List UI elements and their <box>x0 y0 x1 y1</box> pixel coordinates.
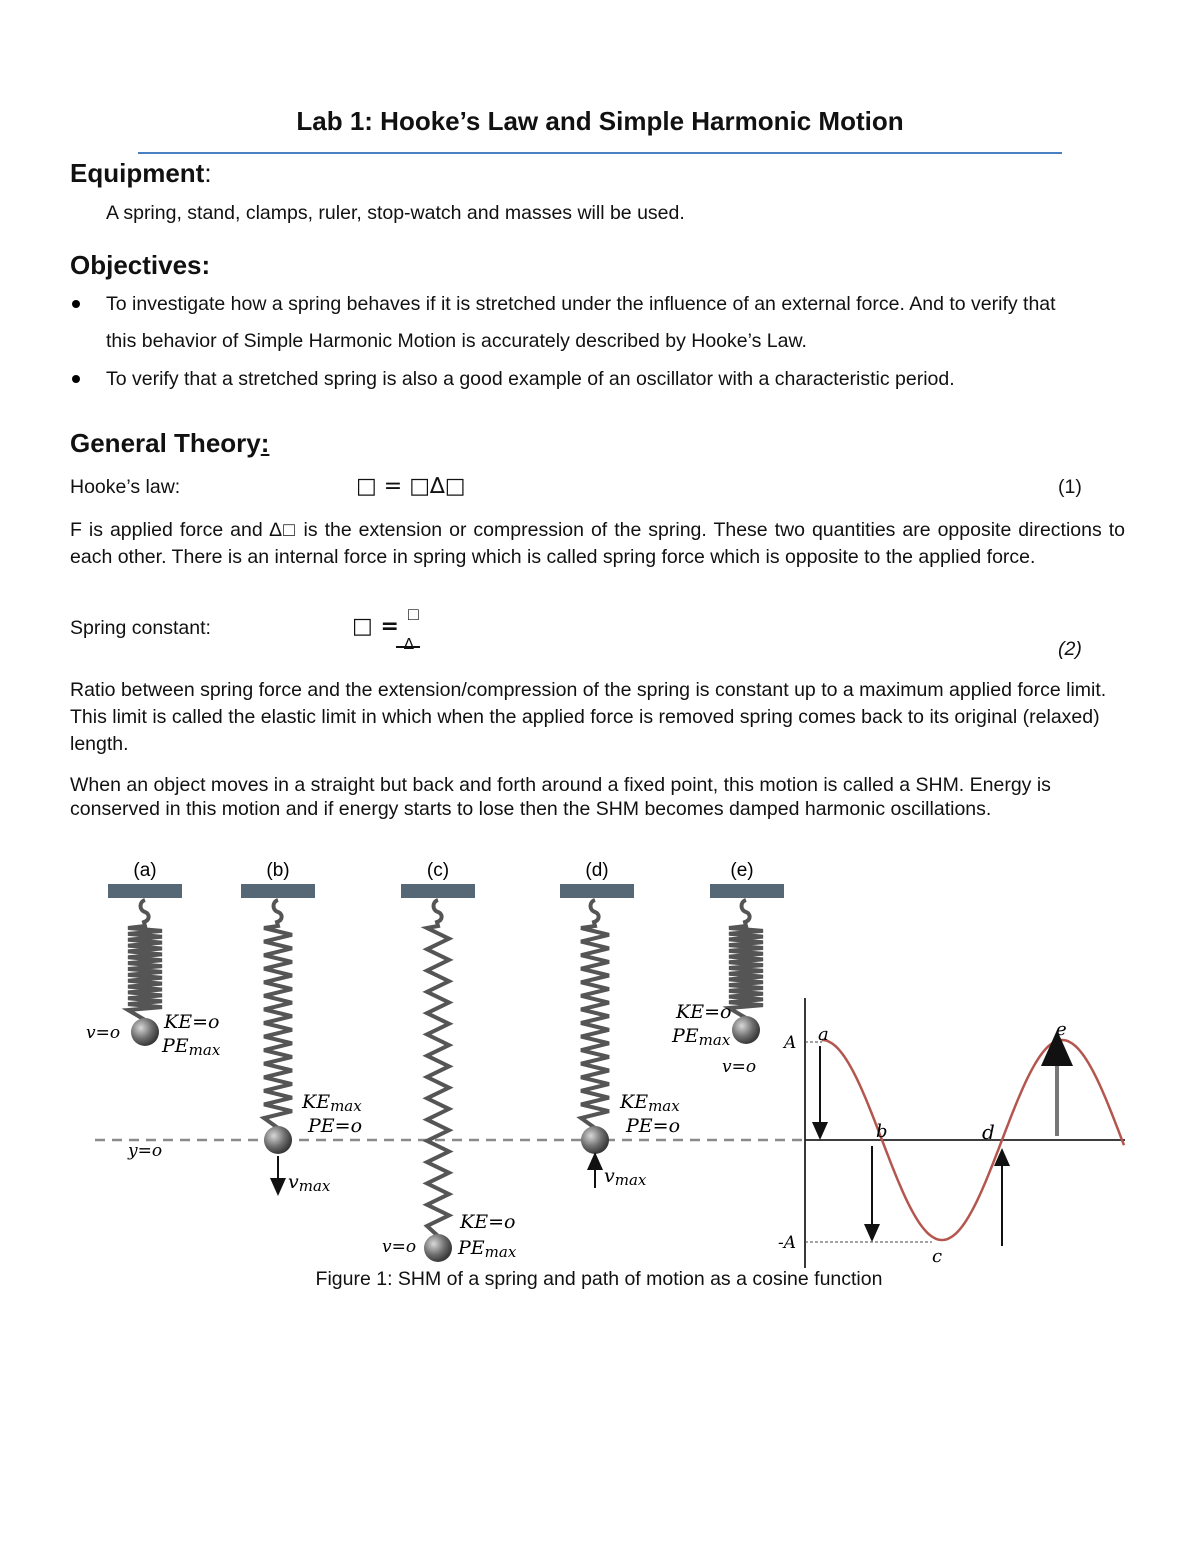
label-y-zero: y=o <box>128 1141 163 1161</box>
ceiling-bar <box>401 884 475 898</box>
objectives-heading: Objectives: <box>70 250 211 280</box>
theory-paragraph-2: Ratio between spring force and the extension/compression of the spring is constant up to a maximum applied force limit. This limit is called the elastic limit in which when the applied force is removed spring comes back to its original (relaxed) length. <box>70 679 1107 755</box>
spring-d <box>581 900 609 1128</box>
figure-caption: Figure 1: SHM of a spring and path of motion as a cosine function <box>315 1268 883 1290</box>
spring-c <box>427 900 449 1236</box>
point-label-e: e <box>1056 1019 1067 1040</box>
panel-label-e: (e) <box>730 860 754 881</box>
theory-paragraph-3: When an object moves in a straight but back and forth around a fixed point, this motion is called a SHM. Energy is conserved in this motion and if energy starts to lose then the SHM becomes damped harmonic oscillations. <box>70 774 1051 820</box>
hooke-law-label: Hooke’s law: <box>70 476 181 498</box>
panel-label-c: (c) <box>426 860 450 881</box>
mass-ball-a <box>131 1018 159 1046</box>
mass-ball-c <box>424 1234 452 1262</box>
panel-label-d: (d) <box>585 860 609 881</box>
mass-ball-e <box>732 1016 760 1044</box>
page-title: Lab 1: Hooke’s Law and Simple Harmonic Motion <box>296 106 904 136</box>
spring-e <box>729 900 763 1018</box>
point-label-d: d <box>982 1120 995 1144</box>
spring-constant-lhs: □ = <box>352 614 399 639</box>
fraction-denominator: ∆ <box>404 636 414 653</box>
shm-figure <box>70 850 1130 1268</box>
label-pe-zero-d: PE=o <box>626 1115 681 1137</box>
spring-b <box>264 900 292 1128</box>
label-ke-zero-a: KE=o <box>164 1011 220 1033</box>
ceiling-bar <box>241 884 315 898</box>
label-neg-amplitude: -A <box>778 1233 797 1253</box>
label-v-max-d: vmax <box>604 1165 647 1189</box>
hooke-law-equation: □ = □∆□ <box>356 474 466 499</box>
bullet-icon <box>72 375 80 383</box>
title-underline <box>138 152 1062 154</box>
ceiling-bar <box>710 884 784 898</box>
bullet-icon <box>72 300 80 308</box>
label-pe-max-c: PEmax <box>458 1237 517 1261</box>
label-pe-max-e: PEmax <box>672 1025 731 1049</box>
point-label-b: b <box>876 1121 888 1142</box>
label-pe-zero-b: PE=o <box>308 1115 363 1137</box>
equation-number-1: (1) <box>1058 476 1082 498</box>
label-pe-max-a: PEmax <box>162 1035 221 1059</box>
label-ke-max-d: KEmax <box>620 1091 680 1115</box>
ceiling-bar <box>560 884 634 898</box>
equation-number-2: (2) <box>1058 638 1082 660</box>
objective-item: To verify that a stretched spring is also a good example of an oscillator with a characteristic period. <box>106 368 955 390</box>
point-label-a: a <box>818 1024 829 1045</box>
label-ke-max-b: KEmax <box>302 1091 362 1115</box>
equipment-text: A spring, stand, clamps, ruler, stop-watch and masses will be used. <box>106 202 685 224</box>
theory-paragraph-1: F is applied force and ∆□ is the extension or compression of the spring. These two quantities are opposite directions to each other. There is an internal force in spring which is called spring force which is opposite to the applied force. <box>70 519 1125 568</box>
label-ke-zero-c: KE=o <box>460 1211 516 1233</box>
equipment-heading: Equipment: <box>70 158 212 188</box>
theory-heading: General Theory: <box>70 428 270 458</box>
point-label-c: c <box>932 1246 943 1267</box>
spring-constant-label: Spring constant: <box>70 617 211 639</box>
mass-ball-b <box>264 1126 292 1154</box>
ceiling-bar <box>108 884 182 898</box>
label-v-max-b: vmax <box>288 1171 331 1195</box>
objective-item: To investigate how a spring behaves if it is stretched under the influence of an external force. And to verify that <box>106 293 1056 315</box>
fraction-numerator: □ <box>408 604 419 624</box>
label-v-zero-c: v=o <box>382 1237 417 1257</box>
mass-ball-d <box>581 1126 609 1154</box>
label-amplitude: A <box>784 1033 797 1053</box>
objective-item-continued: this behavior of Simple Harmonic Motion is accurately described by Hooke’s Law. <box>106 330 807 352</box>
label-ke-zero-e: KE=o <box>676 1001 732 1023</box>
label-v-zero-a: v=o <box>86 1023 121 1043</box>
label-v-zero-e: v=o <box>722 1057 757 1077</box>
spring-a <box>128 900 162 1020</box>
panel-label-b: (b) <box>266 860 290 881</box>
panel-label-a: (a) <box>133 860 157 881</box>
